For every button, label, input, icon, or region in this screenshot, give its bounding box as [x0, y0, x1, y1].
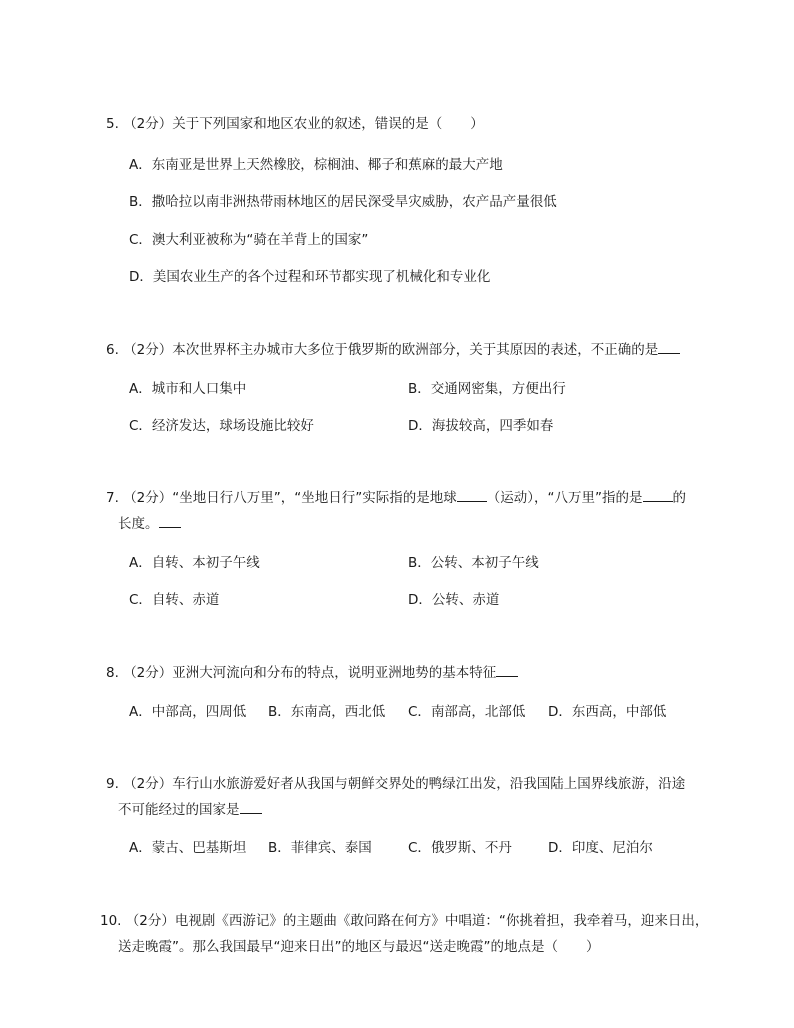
question-text: 电视剧《西游记》的主题曲《敢问路在何方》中唱道：“你挑着担，我牵着马，迎来日出， [174, 913, 709, 929]
option-b[interactable] [408, 551, 539, 571]
option-text: 中部高，四周低 [151, 704, 247, 720]
question-score: （2分） [123, 665, 173, 681]
question-number: 8. [106, 665, 119, 681]
question-stem [106, 111, 706, 137]
option-text: 自转、本初子午线 [151, 555, 260, 571]
option-text: 美国农业生产的各个过程和环节都实现了机械化和专业化 [152, 269, 491, 285]
option-d[interactable] [408, 588, 499, 608]
answer-blank[interactable] [159, 515, 181, 528]
option-c[interactable] [129, 414, 314, 434]
question-score: （2分） [123, 490, 173, 506]
question-stem-line2 [118, 797, 718, 823]
question-number: 7. [106, 490, 119, 506]
option-text: 俄罗斯、不丹 [430, 840, 512, 856]
question-text-tail: ） [585, 939, 600, 955]
option-label: A． [129, 555, 152, 571]
option-d[interactable] [408, 414, 553, 434]
option-b[interactable] [408, 377, 566, 397]
option-a[interactable] [129, 377, 246, 397]
option-label: B． [129, 194, 152, 210]
option-label: A． [129, 704, 152, 720]
option-text: 菲律宾、泰国 [290, 840, 372, 856]
option-label: D． [129, 269, 153, 285]
option-text: 海拔较高，四季如春 [431, 418, 554, 434]
option-label: C． [129, 418, 152, 434]
option-label: A． [129, 157, 152, 173]
question-number: 6. [106, 342, 119, 358]
option-label: B． [408, 381, 431, 397]
option-d[interactable] [548, 836, 653, 856]
question-stem [106, 771, 726, 797]
question-stem [106, 337, 706, 363]
option-label: D． [548, 704, 572, 720]
question-score: （2分） [123, 342, 173, 358]
option-label: C． [408, 704, 431, 720]
option-label: B． [268, 704, 291, 720]
option-text: 蒙古、巴基斯坦 [151, 840, 247, 856]
answer-blank[interactable] [457, 489, 487, 502]
option-text: 东南高，西北低 [290, 704, 386, 720]
question-number: 10. [100, 913, 122, 929]
option-label: D． [408, 592, 432, 608]
question-text: 长度。 [118, 516, 159, 532]
question-stem [106, 485, 716, 511]
option-label: A． [129, 840, 152, 856]
option-label: B． [268, 840, 291, 856]
question-score: （2分） [123, 776, 173, 792]
option-text: 交通网密集，方便出行 [430, 381, 566, 397]
question-number: 5. [106, 116, 119, 132]
option-label: B． [408, 555, 431, 571]
option-a[interactable] [129, 551, 260, 571]
option-c[interactable] [129, 588, 219, 608]
option-d[interactable] [548, 700, 666, 720]
option-b[interactable] [268, 836, 372, 856]
option-a[interactable] [129, 153, 503, 173]
question-text: （运动），“八万里”指的是 [486, 490, 643, 506]
question-text-tail: ） [470, 116, 484, 132]
question-text: 关于下列国家和地区农业的叙述，错误的是（ [172, 116, 443, 132]
option-a[interactable] [129, 700, 246, 720]
answer-blank[interactable] [658, 341, 680, 354]
option-text: 东西高，中部低 [571, 704, 667, 720]
question-text: 送走晚霞”。那么我国最早“迎来日出”的地区与最迟“送走晚霞”的地点是（ [118, 939, 558, 955]
option-label: D． [408, 418, 432, 434]
option-text: 撒哈拉以南非洲热带雨林地区的居民深受旱灾威胁，农产品产量很低 [151, 194, 557, 210]
option-text: 公转、赤道 [431, 592, 500, 608]
question-score: （2分） [123, 116, 173, 132]
question-text: 车行山水旅游爱好者从我国与朝鲜交界处的鸭绿江出发，沿我国陆上国界线旅游，沿途 [172, 776, 686, 792]
option-d[interactable] [129, 265, 490, 285]
question-stem [106, 660, 706, 686]
option-label: D． [548, 840, 572, 856]
option-text: 城市和人口集中 [151, 381, 247, 397]
option-text: 自转、赤道 [151, 592, 220, 608]
question-text: 本次世界杯主办城市大多位于俄罗斯的欧洲部分，关于其原因的表述，不正确的是 [172, 342, 659, 358]
option-c[interactable] [408, 836, 512, 856]
answer-blank[interactable] [240, 801, 262, 814]
question-text: 亚洲大河流向和分布的特点，说明亚洲地势的基本特征 [172, 665, 497, 681]
question-score: （2分） [125, 913, 175, 929]
option-b[interactable] [268, 700, 385, 720]
option-text: 公转、本初子午线 [430, 555, 539, 571]
option-label: A． [129, 381, 152, 397]
question-stem-line2 [118, 934, 738, 960]
option-text: 澳大利亚被称为“骑在羊背上的国家” [151, 232, 369, 248]
option-label: C． [129, 592, 152, 608]
option-label: C． [408, 840, 431, 856]
option-c[interactable] [129, 228, 368, 248]
answer-blank[interactable] [643, 489, 673, 502]
option-text: 南部高，北部低 [430, 704, 526, 720]
option-c[interactable] [408, 700, 525, 720]
option-text: 经济发达，球场设施比较好 [151, 418, 314, 434]
answer-blank[interactable] [496, 664, 518, 677]
question-text: 的 [672, 490, 687, 506]
question-text: 不可能经过的国家是 [118, 802, 240, 818]
question-stem [100, 908, 740, 934]
option-a[interactable] [129, 836, 246, 856]
option-label: C． [129, 232, 152, 248]
question-text: “坐地日行八万里”，“坐地日行”实际指的是地球 [172, 490, 457, 506]
question-number: 9. [106, 776, 119, 792]
question-stem-line2 [118, 511, 718, 537]
option-b[interactable] [129, 190, 557, 210]
option-text: 印度、尼泊尔 [571, 840, 653, 856]
option-text: 东南亚是世界上天然橡胶，棕榈油、椰子和蕉麻的最大产地 [151, 157, 503, 173]
